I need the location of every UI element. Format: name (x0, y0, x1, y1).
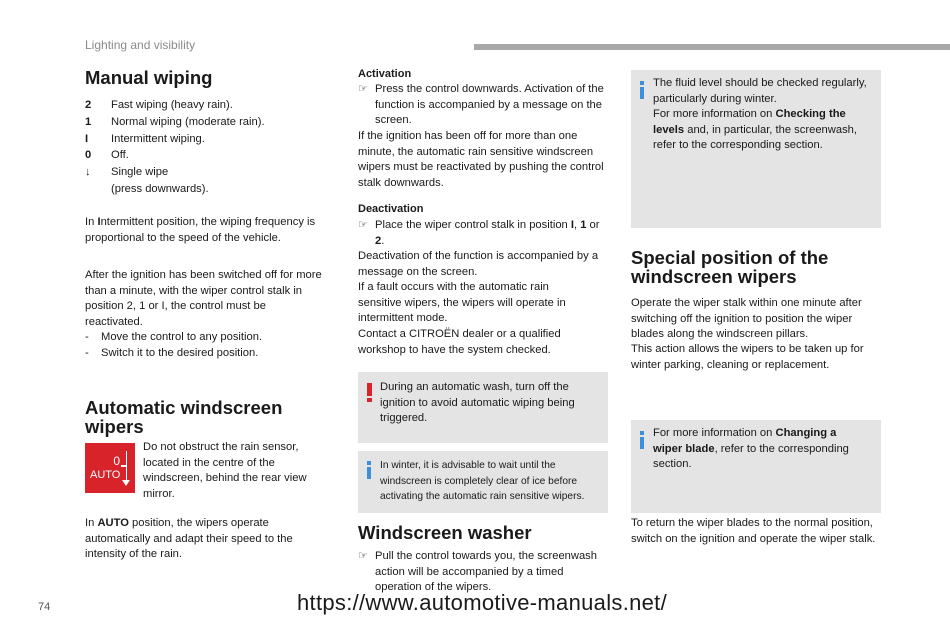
dash-mark: - (85, 346, 89, 359)
ignition-paragraph: After the ignition has been switched off for more than a minute, with the wiper control stalk in position 2, 1 or I, the control must be reactivated. (85, 269, 322, 328)
wiping-positions-list (85, 97, 335, 198)
deact-b1: I (570, 219, 574, 231)
position-key: I (85, 132, 89, 145)
header-rule (474, 44, 950, 50)
wiper-blade-text (653, 426, 863, 473)
list-item (85, 131, 335, 148)
dash-text: Move the control to any position. (101, 331, 263, 343)
checking-levels-link: Checking the levels (653, 108, 846, 136)
special-paragraph-2: This action allows the wipers to be taken up for winter parking, cleaning or replacement. (631, 343, 864, 371)
activation-bullet (358, 82, 608, 129)
special-title-line2: windscreen wipers (631, 266, 797, 287)
manual-wiping-title: Manual wiping (85, 67, 213, 88)
return-paragraph: To return the wiper blades to the normal position, switch on the ignition and operate the wiper stalk. (631, 517, 876, 545)
position-text (111, 164, 209, 198)
reactivation-steps (85, 330, 335, 361)
source-url[interactable]: https://www.automotive-manuals.net/ (297, 590, 667, 615)
automatic-title-line1: Automatic windscreen (85, 397, 283, 418)
position-key: 1 (85, 115, 92, 128)
intermittent-pre: In (85, 216, 98, 228)
deactivation-paragraph-3: Contact a CITROËN dealer or a qualified workshop to have the system checked. (358, 328, 561, 356)
blade-post: , refer to the corresponding section. (653, 442, 849, 470)
special-title-line1: Special position of the (631, 247, 829, 268)
intermittent-paragraph (85, 215, 335, 246)
winter-text: In winter, it is advisable to wait until the windscreen is completely clear of ice before activating the automatic rain sensitive wipers. (380, 460, 585, 502)
auto-bold: AUTO (97, 517, 129, 529)
deactivation-title: Deactivation (358, 203, 424, 215)
list-item (85, 97, 335, 114)
single-wipe-line2: (press downwards). (111, 182, 209, 195)
deactivation-paragraph-2: If a fault occurs with the automatic rain sensitive wipers, the wipers will operate in intermittent mode. (358, 281, 566, 324)
single-wipe-arrow-icon: ↓ (85, 166, 91, 179)
deact-mid1: , (574, 219, 581, 231)
stalk-tick-icon (121, 465, 127, 467)
auto-position-paragraph (85, 516, 323, 563)
blade-pre: For more information on (653, 427, 776, 439)
down-arrow-icon (126, 451, 128, 483)
position-key: 0 (85, 149, 92, 162)
changing-blade-link: Changing a wiper blade (653, 427, 837, 455)
automatic-wash-warning-box (358, 372, 608, 443)
icon-zero-label: 0 (113, 454, 120, 468)
fluid-post: and, in particular, the screenwash, refer to the corresponding section. (653, 123, 857, 151)
automatic-title-line2: wipers (85, 416, 144, 437)
deact-b2: 1 (580, 219, 587, 231)
dash-text: Switch it to the desired position. (101, 346, 259, 359)
fluid-level-text: The fluid level should be checked regularly, particularly during winter. (653, 77, 867, 105)
activation-title: Activation (358, 68, 412, 80)
automatic-wipers-title (85, 398, 335, 436)
list-item (85, 346, 335, 362)
wiper-blade-info-box (631, 420, 881, 513)
activation-paragraph: If the ignition has been off for more than one minute, the automatic rain sensitive windscreen wipers must be reactivated by pushing the control stalk downwards. (358, 130, 604, 189)
deactivation-bullet (358, 218, 608, 249)
special-position-title (631, 248, 881, 286)
pointing-finger-icon: ☞ (358, 83, 369, 95)
intermittent-bold: I (97, 216, 101, 228)
position-text: Intermittent wiping. (111, 132, 205, 145)
page-number: 74 (38, 601, 51, 613)
list-item (85, 147, 335, 164)
warning-text: During an automatic wash, turn off the ignition to avoid automatic wiping being triggered. (380, 381, 575, 424)
deact-mid2: or (586, 219, 600, 231)
dash-mark: - (85, 331, 89, 343)
position-key: 2 (85, 99, 92, 111)
arrow-head-icon (122, 480, 130, 486)
list-item (85, 330, 335, 346)
auto-pre: In (85, 517, 98, 529)
special-paragraph-1: Operate the wiper stalk within one minute after switching off the ignition to position the wiper blades along the windscreen pillars. (631, 297, 862, 340)
washer-bullet-text: Pull the control towards you, the screenwash action will be accompanied by a timed operation of the wipers. (375, 550, 598, 593)
deactivation-bullet-text (375, 218, 608, 249)
position-text: Fast wiping (heavy rain). (111, 99, 233, 111)
position-text: Normal wiping (moderate rain). (111, 115, 265, 128)
washer-bullet (358, 549, 608, 596)
fluid-pre: For more information on (653, 108, 776, 120)
pointing-finger-icon: ☞ (358, 550, 369, 562)
deactivation-paragraph-1: Deactivation of the function is accompanied by a message on the screen. (358, 250, 599, 278)
deact-end: . (381, 234, 385, 247)
icon-auto-label: AUTO (90, 469, 121, 481)
list-item (85, 114, 335, 131)
pointing-finger-icon: ☞ (358, 219, 369, 231)
activation-bullet-text: Press the control downwards. Activation of the function is accompanied by a message on the screen. (375, 83, 604, 126)
checking-levels-text (653, 107, 878, 154)
fluid-level-info-box (631, 70, 881, 228)
deact-pre: Place the wiper control stalk in position (375, 219, 571, 231)
section-label: Lighting and visibility (85, 38, 196, 52)
rain-sensor-paragraph: Do not obstruct the rain sensor, located in the centre of the windscreen, behind the rear view mirror. (143, 441, 307, 500)
position-text: Off. (111, 149, 129, 162)
deact-b3: 2 (375, 234, 382, 247)
windscreen-washer-title: Windscreen washer (358, 522, 532, 543)
auto-stalk-icon (85, 443, 135, 493)
winter-info-box (358, 451, 608, 513)
single-wipe-line1: Single wipe (111, 166, 169, 179)
intermittent-post: ntermittent position, the wiping frequency is proportional to the speed of the vehicle. (85, 216, 316, 244)
auto-post: position, the wipers operate automatically and adapt their speed to the intensity of the rain. (85, 517, 293, 560)
list-item (85, 164, 335, 198)
